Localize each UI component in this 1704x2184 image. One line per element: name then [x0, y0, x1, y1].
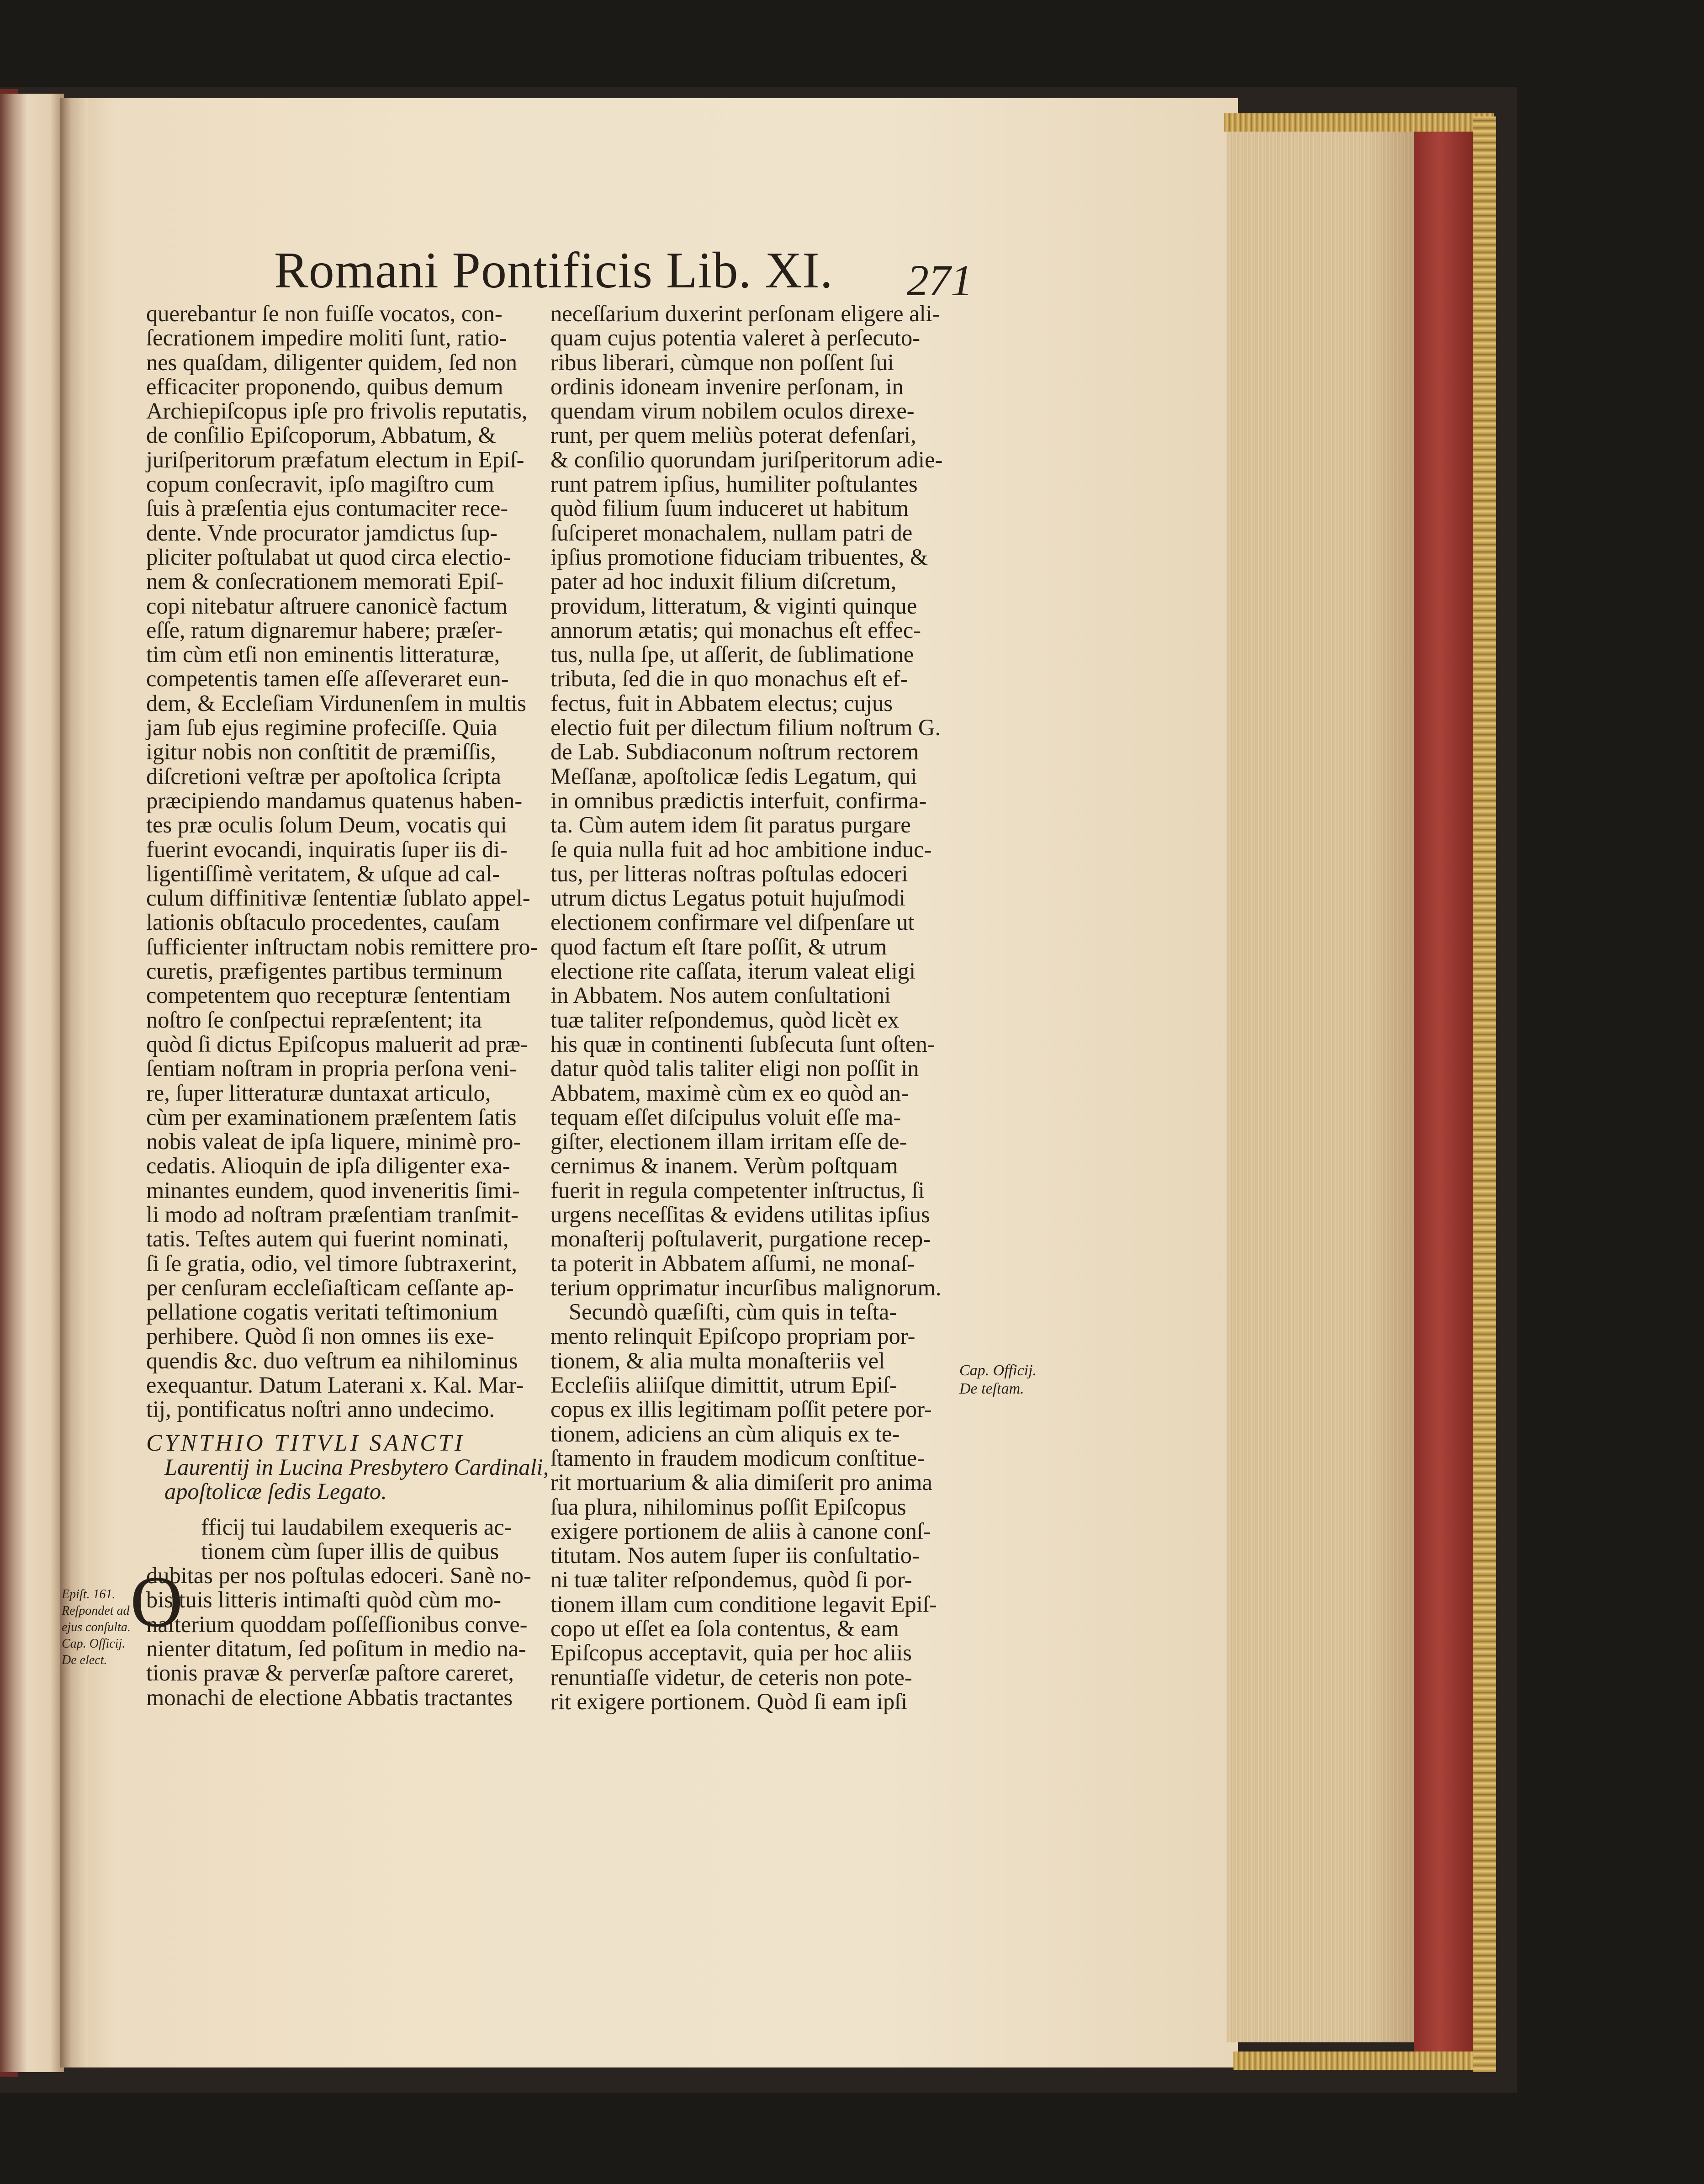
text-line: tij, pontificatus noſtri anno undecimo.	[146, 1396, 495, 1422]
margin-note-line: Cap. Officij.	[62, 1637, 126, 1651]
text-line: quod factum eſt ſtare poſſit, & utrum	[550, 933, 887, 959]
letter-text-line: tionis pravæ & perverſæ paſtore careret,	[146, 1660, 514, 1686]
text-line: ſtamento in fraudem modicum conſtitue-	[550, 1445, 925, 1471]
text-line: tus, nulla ſpe, ut aſſerit, de ſublimatione	[550, 641, 914, 668]
text-line: ta poterit in Abbatem aſſumi, ne monaſ-	[550, 1250, 915, 1276]
text-line: ſuis à præſentia ejus contumaciter rece-	[146, 495, 508, 521]
margin-note-right	[959, 1362, 1037, 1398]
text-line: ſi ſe gratia, odio, vel timore ſubtraxerint,	[146, 1250, 517, 1276]
text-line: urgens neceſſitas & evidens utilitas ipſius	[550, 1201, 930, 1227]
text-line: electione rite caſſata, iterum valeat eligi	[550, 958, 916, 984]
text-line: copus ex illis legitimam poſſit petere por-	[550, 1396, 932, 1422]
text-line: titutam. Nos autem ſuper iis conſultatio-	[550, 1543, 920, 1569]
text-line: ſua plura, nihilominus poſſit Epiſcopus	[550, 1494, 906, 1520]
text-line: re, ſuper litteraturæ duntaxat articulo,	[146, 1080, 491, 1106]
gilt-border-bottom	[1233, 2051, 1489, 2070]
text-line: competentis tamen eſſe aſſeveraret eun-	[146, 666, 509, 692]
letter-text-line: naſterium quoddam poſſeſſionibus conve-	[146, 1611, 528, 1637]
letter-text-line: nienter ditatum, ſed poſitum in medio na-	[146, 1636, 526, 1662]
text-line: fectus, fuit in Abbatem electus; cujus	[550, 690, 893, 716]
text-line: culum diffinitivæ ſententiæ ſublato appel-	[146, 885, 530, 911]
text-line: de Lab. Subdiaconum noſtrum rectorem	[550, 739, 919, 765]
text-line: his quæ in continenti ſubſecuta ſunt oſten-	[550, 1031, 935, 1057]
text-line: tus, per litteras noſtras poſtulas edoceri	[550, 860, 908, 886]
text-line: electionem confirmare vel diſpenſare ut	[550, 909, 915, 935]
text-line: Meſſanæ, apoſtolicæ ſedis Legatum, qui	[550, 763, 917, 789]
text-line: ſufficienter inſtructam nobis remittere pro-	[146, 933, 538, 959]
text-line: rit exigere portionem. Quòd ſi eam ipſi	[550, 1688, 908, 1714]
text-line: tributa, ſed die in quo monachus eſt ef-	[550, 666, 908, 692]
text-line: cernimus & inanem. Verùm poſtquam	[550, 1153, 898, 1179]
text-line: fuerit in regula competenter inſtructus, ſi	[550, 1177, 925, 1203]
right-cover-board	[1414, 123, 1478, 2056]
text-line: minantes eundem, quod inveneritis ſimi-	[146, 1177, 520, 1203]
text-line: monaſterij poſtulaverit, purgatione recep-	[550, 1226, 931, 1252]
text-line: pliciter poſtulabat ut quod circa electio-	[146, 544, 511, 570]
text-line: li modo ad noſtram præſentiam tranſmit-	[146, 1201, 519, 1227]
text-line: ni tuæ taliter reſpondemus, quòd ſi por-	[550, 1567, 912, 1593]
text-line: copi nitebatur aſtruere canonicè factum	[146, 593, 508, 619]
text-line: perhibere. Quòd ſi non omnes iis exe-	[146, 1323, 494, 1349]
margin-note-line: De teſtam.	[959, 1380, 1024, 1397]
running-head: Romani Pontificis Lib. XI.	[274, 242, 833, 299]
text-line: cedatis. Alioquin de ipſa diligenter exa-	[146, 1153, 510, 1179]
text-line: tuæ taliter reſpondemus, quòd licèt ex	[550, 1007, 899, 1033]
text-line: nes quaſdam, diligenter quidem, ſed non	[146, 349, 518, 375]
text-line: quòd ſi dictus Epiſcopus maluerit ad præ-	[146, 1031, 528, 1057]
text-line: querebantur ſe non fuiſſe vocatos, con-	[146, 301, 503, 326]
text-line: annorum ætatis; qui monachus eſt effec-	[550, 617, 921, 643]
page-number: 271	[907, 256, 973, 305]
text-line: runt, per quem meliùs poterat defenſari,	[550, 422, 916, 448]
text-line: pater ad hoc induxit filium diſcretum,	[550, 568, 897, 594]
letter-text-line: fficij tui laudabilem exequeris ac-	[201, 1514, 512, 1540]
margin-note-line: Cap. Officij.	[959, 1362, 1037, 1379]
letter-heading-line3: apoſtolicæ ſedis Legato.	[164, 1479, 387, 1505]
text-line: tionem, & alia multa monaſteriis vel	[550, 1347, 885, 1373]
letter-text-line: monachi de electione Abbatis tractantes	[146, 1684, 513, 1710]
text-line: in omnibus prædictis interfuit, confirma-	[550, 787, 927, 813]
text-line: ipſius promotione fiduciam tribuentes, &	[550, 544, 928, 570]
letter-text-line: dubitas per nos poſtulas edoceri. Sanè no-	[146, 1563, 531, 1589]
text-line: tatis. Teſtes autem qui fuerint nominati,	[146, 1226, 509, 1252]
text-line: ordinis idoneam invenire perſonam, in	[550, 373, 904, 399]
text-line: præcipiendo mandamus quatenus haben-	[146, 787, 523, 813]
text-line: quendam virum nobilem oculos direxe-	[550, 398, 915, 424]
text-line: Archiepiſcopus ipſe pro frivolis reputatis,	[146, 398, 528, 424]
text-line: tequam eſſet diſcipulus voluit eſſe ma-	[550, 1104, 901, 1130]
text-line: electio fuit per dilectum filium noſtrum G.	[550, 715, 941, 741]
text-line: Eccleſiis aliiſque dimittit, utrum Epiſ-	[550, 1372, 897, 1398]
right-column	[550, 302, 948, 1714]
text-line: dem, & Eccleſiam Virdunenſem in multis	[146, 690, 526, 716]
letter-heading-line2: Laurentij in Lucina Presbytero Cardinali,	[164, 1454, 549, 1480]
text-line: cùm per examinationem præſentem ſatis	[146, 1104, 517, 1130]
text-line: jam ſub ejus regimine profeciſſe. Quia	[146, 715, 497, 741]
drop-cap: O	[130, 1561, 183, 1642]
text-line: exigere portionem de aliis à canone conſ-	[550, 1518, 931, 1544]
text-line: tes præ oculis ſolum Deum, vocatis qui	[146, 812, 507, 838]
text-line: copo ut eſſet ea ſola contentus, & eam	[550, 1616, 899, 1642]
text-line: ta. Cùm autem idem ſit paratus purgare	[550, 812, 911, 838]
text-line: utrum dictus Legatus potuit hujuſmodi	[550, 885, 906, 911]
text-line: Epiſcopus acceptavit, quia per hoc aliis	[550, 1640, 912, 1666]
margin-note-line: De elect.	[62, 1653, 107, 1667]
text-line: competentem quo recepturæ ſententiam	[146, 982, 511, 1008]
text-line: tionem, adiciens an cùm aliquis ex te-	[550, 1421, 900, 1447]
text-line: & conſilio quorundam juriſperitorum adie-	[550, 446, 943, 472]
text-line: ſuſciperet monachalem, nullam patri de	[550, 519, 913, 546]
text-line: neceſſarium duxerint perſonam eligere ali-	[550, 301, 940, 326]
text-line: quòd filium ſuum induceret ut habitum	[550, 495, 909, 521]
text-line: curetis, præfigentes partibus terminum	[146, 958, 503, 984]
text-line: rit mortuarium & alia dimiſerit pro anima	[550, 1469, 932, 1495]
left-column	[146, 301, 549, 1710]
text-line: de conſilio Epiſcoporum, Abbatum, &	[146, 422, 496, 448]
text-line: tim cùm etſi non eminentis litteraturæ,	[146, 641, 500, 668]
letter-text-line: tionem cùm ſuper illis de quibus	[201, 1538, 499, 1564]
text-line: pellatione cogatis veritati teſtimonium	[146, 1299, 498, 1325]
text-line: ribus liberari, cùmque non poſſent ſui	[550, 349, 894, 375]
text-line: in Abbatem. Nos autem conſultationi	[550, 982, 891, 1008]
gilt-border-top	[1224, 113, 1494, 132]
text-line: mento relinquit Epiſcopo propriam por-	[550, 1323, 916, 1349]
text-line: nem & conſecrationem memorati Epiſ-	[146, 568, 504, 594]
text-line: juriſperitorum præfatum electum in Epiſ-	[146, 446, 524, 472]
margin-note-left	[62, 1586, 131, 1669]
text-line: runt patrem ipſius, humiliter poſtulantes	[550, 471, 918, 497]
text-line: fuerint evocandi, inquiratis ſuper iis di-	[146, 836, 508, 862]
text-line: lationis obſtaculo procedentes, cauſam	[146, 909, 500, 935]
text-line: Secundò quæſiſti, cùm quis in teſta-	[569, 1299, 897, 1325]
text-line: ſecrationem impedire moliti ſunt, ratio-	[146, 325, 507, 351]
text-line: efficaciter proponendo, quibus demum	[146, 373, 503, 399]
text-line: diſcretioni veſtræ per apoſtolica ſcripta	[146, 763, 501, 789]
margin-note-line: Reſpondet ad	[62, 1604, 130, 1618]
text-line: per cenſuram eccleſiaſticam ceſſante ap-	[146, 1274, 514, 1300]
text-line: eſſe, ratum dignaremur habere; præſer-	[146, 617, 503, 643]
text-line: exequantur. Datum Laterani x. Kal. Mar-	[146, 1372, 524, 1398]
text-line: ſe quia nulla fuit ad hoc ambitione induc-	[550, 836, 932, 862]
text-line: quam cujus potentia valeret à perſecuto-	[550, 325, 921, 351]
text-line: giſter, electionem illam irritam eſſe de-	[550, 1129, 907, 1155]
margin-note-line: ejus conſulta.	[62, 1620, 131, 1634]
left-page-edge	[0, 94, 64, 2072]
text-line: dente. Vnde procurator jamdictus ſup-	[146, 519, 497, 546]
text-line: ligentiſſimè veritatem, & uſque ad cal-	[146, 860, 500, 886]
text-line: providum, litteratum, & viginti quinque	[550, 593, 917, 619]
text-line: nobis valeat de ipſa liquere, minimè pro-	[146, 1129, 521, 1155]
text-line: copum conſecravit, ipſo magiſtro cum	[146, 471, 494, 497]
text-line: terium opprimatur incurſibus malignorum.	[550, 1274, 942, 1300]
letter-heading-caps: CYNTHIO TITVLI SANCTI	[146, 1430, 466, 1456]
gilt-border-right	[1473, 117, 1496, 2072]
text-line: Abbatem, maximè cùm ex eo quòd an-	[550, 1080, 909, 1106]
text-line: ſentiam noſtram in propria perſona veni-	[146, 1055, 517, 1081]
text-line: igitur nobis non conſtitit de præmiſſis,	[146, 739, 496, 765]
text-line: datur quòd talis taliter eligi non poſſit in	[550, 1055, 919, 1081]
text-line: renuntiaſſe videtur, de ceteris non pote-	[550, 1664, 912, 1690]
text-line: quendis &c. duo veſtrum ea nihilominus	[146, 1347, 518, 1373]
text-line: tionem illam cum conditione legavit Epiſ-	[550, 1591, 937, 1617]
letter-text-line: bis tuis litteris intimaſti quòd cùm mo-	[146, 1587, 502, 1613]
gutter	[60, 98, 88, 2067]
text-line: noſtro ſe conſpectui repræſentent; ita	[146, 1007, 482, 1033]
margin-note-line: Epiſt. 161.	[62, 1587, 116, 1601]
